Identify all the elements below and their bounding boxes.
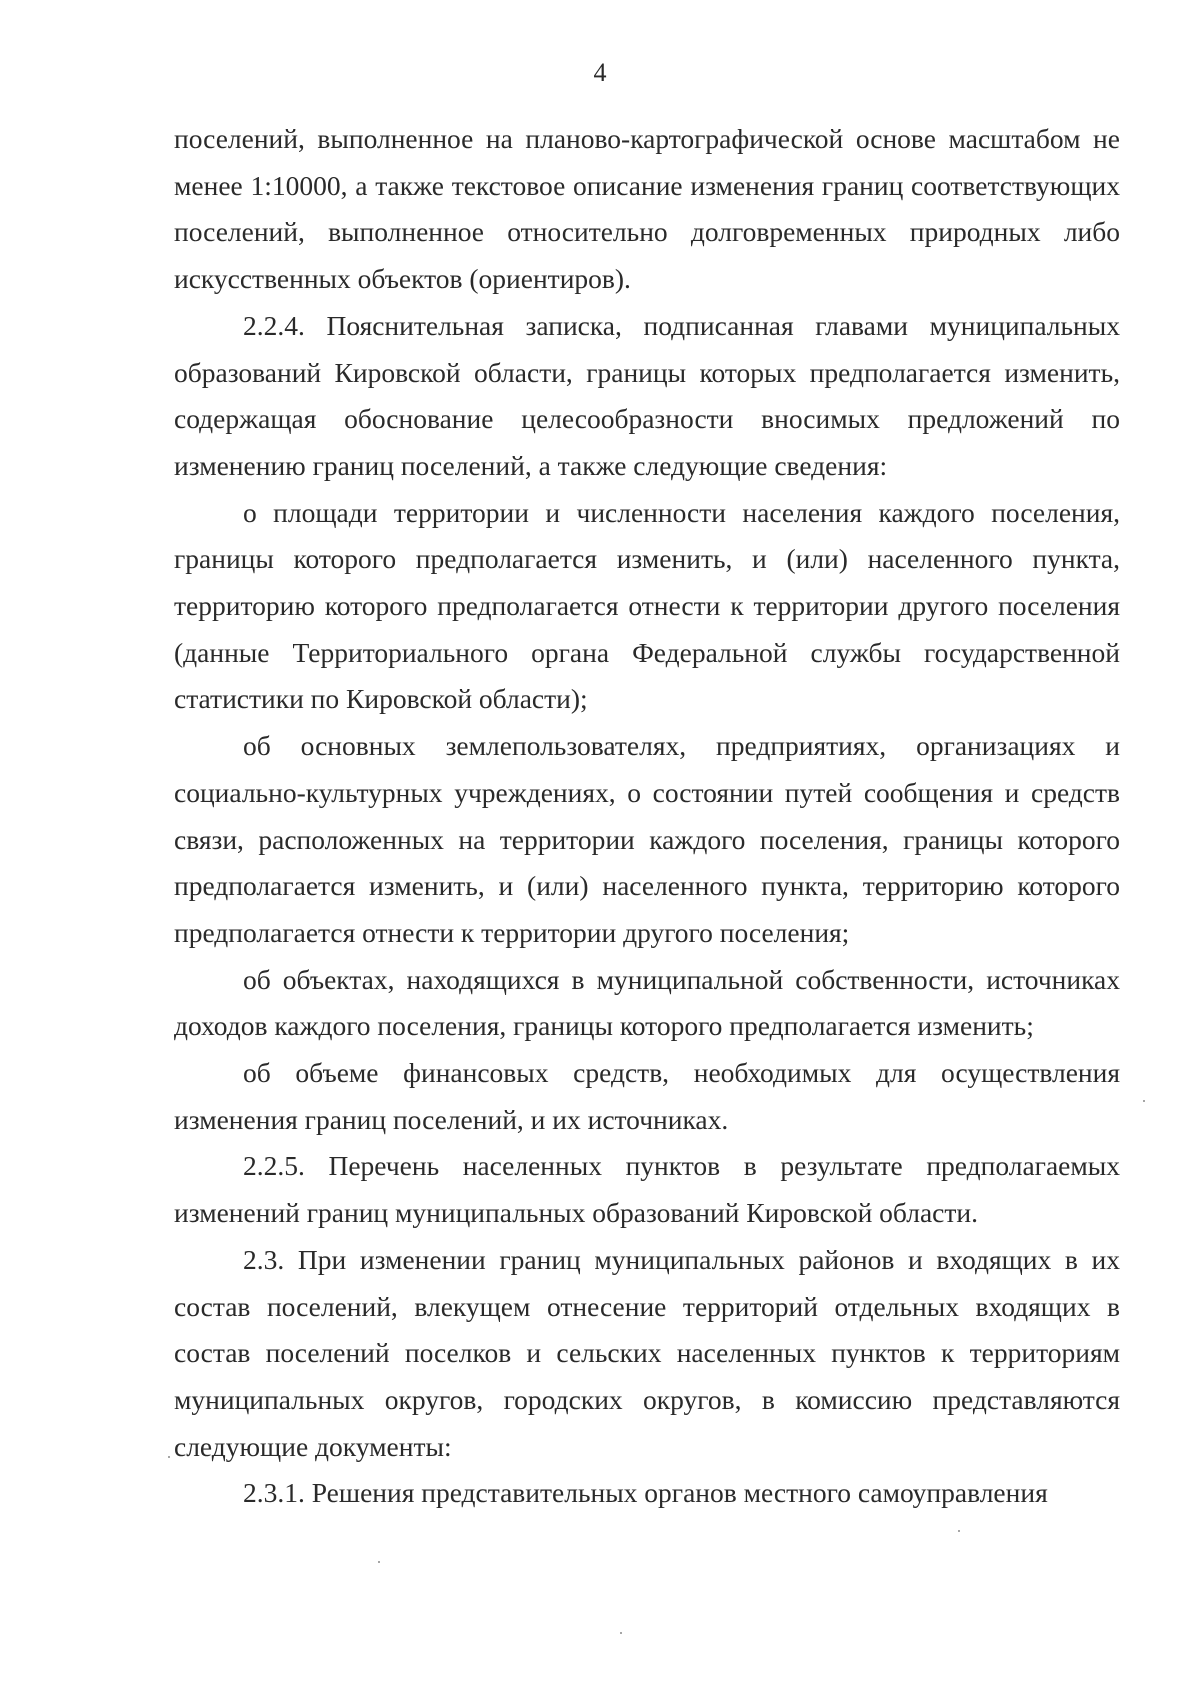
paragraph-continuation: поселений, выполненное на планово-картографической основе масштабом не менее 1:10000, а также текстовое описание изменения границ соответствующих поселений, выполненное относительно долговременных природных либо искусственных объектов (ориентиров). — [174, 123, 1120, 295]
scan-speck — [958, 1530, 960, 1532]
scan-speck — [620, 1632, 622, 1634]
paragraph-area-population: о площади территории и численности населения каждого поселения, границы которого предполагается изменить, и (или) населенного пункта, территорию которого предполагается отнести к территории другого поселения (данные Территориального органа Федеральной службы государственной статистики по Кировской области); — [174, 496, 1120, 715]
document-body — [174, 116, 1120, 1517]
paragraph-2-3: 2.3. При изменении границ муниципальных районов и входящих в их состав поселений, влекущем отнесение территорий отдельных входящих в состав поселений поселков и сельских населенных пунктов к территориям муниципальных округов, городских округов, в комиссию представляются следующие документы: — [174, 1243, 1120, 1462]
paragraph-municipal-property: об объектах, находящихся в муниципальной собственности, источниках доходов каждого поселения, границы которого предполагается изменить; — [174, 963, 1120, 1042]
paragraph-land-users: об основных землепользователях, предприятиях, организациях и социально-культурных учреждениях, о состоянии путей сообщения и средств связи, расположенных на территории каждого поселения, границы которого предполагается изменить, и (или) населенного пункта, территорию которого предполагается отнести к территории другого поселения; — [174, 730, 1120, 948]
paragraph-financial-means: об объеме финансовых средств, необходимых для осуществления изменения границ поселений, и их источниках. — [174, 1057, 1120, 1135]
scan-speck — [168, 1456, 170, 1458]
paragraph-2-3-1: 2.3.1. Решения представительных органов местного самоуправления — [243, 1477, 1048, 1509]
paragraph-2-2-4: 2.2.4. Пояснительная записка, подписанная главами муниципальных образований Кировской области, границы которых предполагается изменить, содержащая обоснование целесообразности вносимых предложений по изменению границ поселений, а также следующие сведения: — [174, 309, 1120, 481]
paragraph-2-2-5: 2.2.5. Перечень населенных пунктов в результате предполагаемых изменений границ муниципальных образований Кировской области. — [174, 1150, 1120, 1229]
scan-speck — [1143, 1100, 1145, 1102]
page-number: 4 — [593, 58, 607, 87]
scan-speck — [378, 1561, 380, 1563]
